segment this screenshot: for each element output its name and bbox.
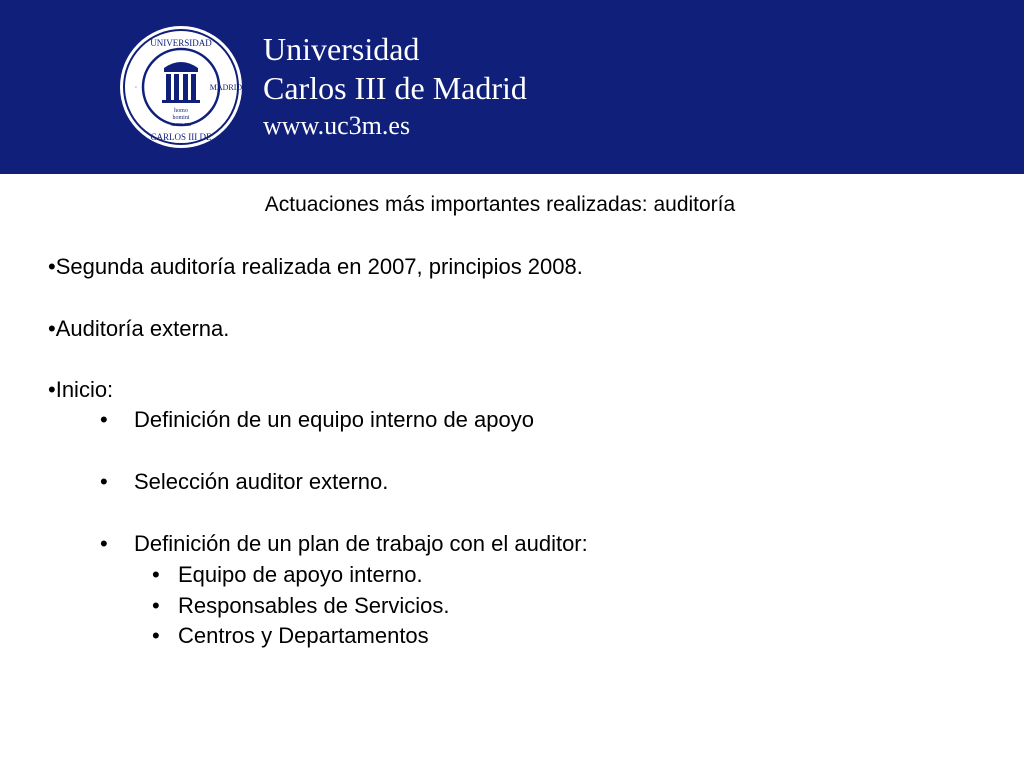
bullet-marker: •	[100, 531, 108, 556]
svg-text:UNIVERSIDAD: UNIVERSIDAD	[150, 38, 212, 48]
university-name-line2: Carlos III de Madrid	[263, 70, 527, 106]
bullet-marker: •	[152, 593, 160, 618]
svg-text:CARLOS III DE: CARLOS III DE	[150, 132, 212, 142]
slide-title: Actuaciones más importantes realizadas: auditoría	[264, 193, 736, 216]
sub-bullet-seleccion-auditor	[100, 468, 388, 496]
svg-text:homini: homini	[172, 115, 190, 121]
bullet-marker: •	[100, 407, 108, 432]
university-website: www.uc3m.es	[263, 111, 411, 140]
university-name-block	[263, 30, 527, 144]
svg-text:sacra res: sacra res	[170, 122, 192, 128]
svg-text:MADRID: MADRID	[209, 83, 243, 92]
sub-bullet-text: Selección auditor externo.	[134, 469, 389, 494]
svg-text:homo: homo	[174, 108, 188, 114]
sub-bullet-plan-trabajo	[100, 530, 588, 558]
bullet-inicio: •Inicio:	[48, 377, 114, 402]
bullet-marker: •	[100, 469, 108, 494]
university-name-line1: Universidad	[263, 31, 420, 67]
bullet-marker: •	[152, 562, 160, 587]
svg-text:·: ·	[134, 83, 138, 92]
sub-sub-bullet-text: Responsables de Servicios.	[178, 593, 450, 618]
university-seal-logo	[118, 24, 244, 150]
bullet-marker: •	[152, 623, 160, 648]
header-banner	[0, 0, 1024, 174]
bullet-segunda-auditoria: •Segunda auditoría realizada en 2007, principios 2008.	[48, 254, 583, 279]
sub-sub-bullet-centros	[152, 622, 429, 650]
sub-bullet-text: Definición de un plan de trabajo con el auditor:	[134, 531, 588, 556]
sub-sub-bullet-equipo-apoyo	[152, 561, 423, 589]
sub-sub-bullet-text: Centros y Departamentos	[178, 623, 429, 648]
sub-sub-bullet-responsables	[152, 592, 449, 620]
bullet-auditoria-externa: •Auditoría externa.	[48, 316, 230, 341]
sub-bullet-definicion-equipo	[100, 406, 534, 434]
sub-sub-bullet-text: Equipo de apoyo interno.	[178, 562, 423, 587]
sub-bullet-text: Definición de un equipo interno de apoyo	[134, 407, 534, 432]
